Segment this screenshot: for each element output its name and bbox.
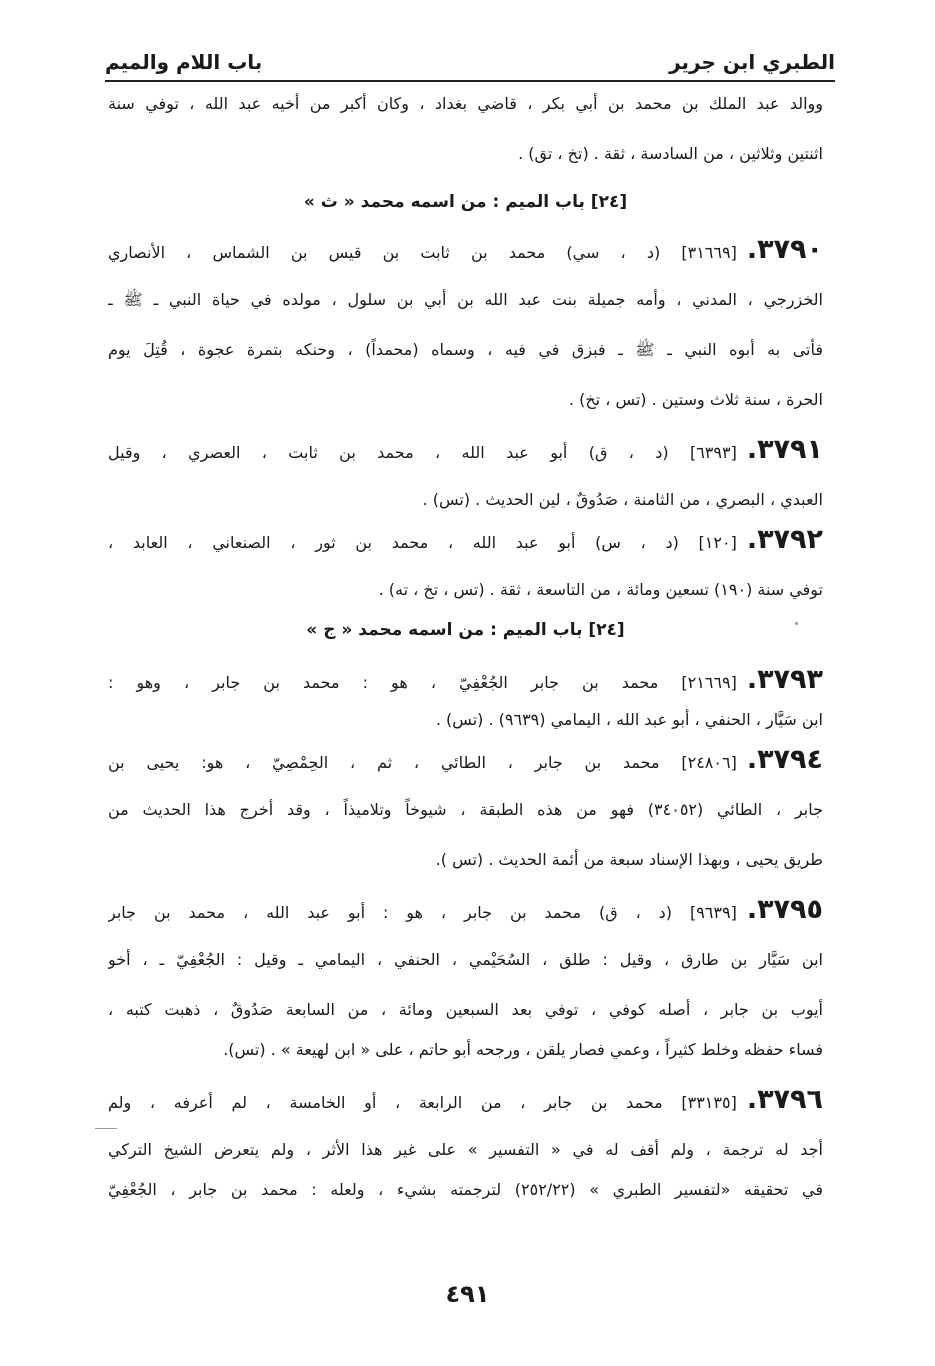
line-text: توفي سنة (١٩٠) تسعين ومائة ، من التاسعة ، ثقة . (تس ، تخ ، ته) . bbox=[378, 580, 823, 599]
line-text: [٣٣١٣٥] محمد بن جابر ، من الرابعة ، أو الخامسة ، لم أعرفه ، ولم bbox=[108, 1093, 737, 1112]
line-text: ابن سَيَّار بن طارق ، وقيل : طلق ، السُحَيْمي ، الحنفي ، اليمامي ـ وقيل : الجُعْفِيّ ـ ، أخو bbox=[108, 950, 823, 969]
entry-number: ٣٧٩٠. bbox=[746, 234, 823, 265]
line-text: العبدي ، البصري ، من الثامنة ، صَدُوقٌ ، لين الحديث . (تس) . bbox=[422, 490, 823, 509]
line-text: [٩٦٣٩] (د ، ق) محمد بن جابر ، هو : أبو عبد الله ، محمد بن جابر bbox=[108, 903, 737, 922]
entry-number: ٣٧٩٦. bbox=[746, 1084, 823, 1115]
text-line bbox=[108, 280, 823, 320]
entry-first-line bbox=[108, 430, 823, 470]
header-book-title: الطبري ابن جرير bbox=[669, 50, 835, 74]
section-heading: [٢٤] باب الميم : من اسمه محمد « ث » bbox=[303, 192, 628, 212]
line-text: أيوب بن جابر ، أصله كوفي ، توفي بعد السبعين ومائة ، من السابعة صَدُوقٌ ، ذهبت كتبه ، bbox=[108, 1000, 823, 1019]
line-text: فأتى به أبوه النبي ـ ﷺ ـ فبزق في فيه ، وسماه (محمداً) ، وحنكه بتمرة عجوة ، قُتِلَ يوم bbox=[108, 340, 823, 359]
line-text: فساء حفظه وخلط كثيراً ، وعمي فصار يلقن ، ورجحه أبو حاتم ، على « ابن لهيعة » . (تس). bbox=[223, 1040, 823, 1059]
entry-number: ٣٧٩٤. bbox=[746, 744, 823, 775]
line-text: في تحقيقه «لتفسير الطبري » (٢٥٢/٢٢) لترجمته بشيء ، ولعله : محمد بن جابر ، الجُعْفِيّ bbox=[108, 1180, 823, 1199]
text-line bbox=[108, 990, 823, 1030]
section-heading: [٢٤] باب الميم : من اسمه محمد « ج » bbox=[306, 620, 625, 640]
text-line bbox=[108, 570, 823, 610]
text-line bbox=[108, 84, 823, 124]
page-number: ٤٩١ bbox=[445, 1280, 490, 1308]
entry-first-line bbox=[108, 740, 823, 780]
entry-first-line bbox=[108, 230, 823, 270]
line-text: جابر ، الطائي (٣٤٠٥٢) فهو من هذه الطبقة ، شيوخاً وتلاميذاً ، وقد أخرج هذا الحديث من bbox=[108, 800, 823, 819]
entry-first-line bbox=[108, 660, 823, 700]
text-line bbox=[108, 1130, 823, 1170]
scan-mark bbox=[795, 622, 798, 625]
line-text: ابن سَيَّار ، الحنفي ، أبو عبد الله ، اليمامي (٩٦٣٩) . (تس) . bbox=[435, 710, 823, 729]
line-text: [١٢٠] (د ، س) أبو عبد الله ، محمد بن ثور ، الصنعاني ، العابد ، bbox=[108, 533, 737, 552]
line-text: طريق يحيى ، وبهذا الإسناد سبعة من أئمة الحديث . (تس ). bbox=[435, 850, 823, 869]
line-text: [٣١٦٦٩] (د ، سي) محمد بن ثابت بن قيس بن الشماس ، الأنصاري bbox=[108, 243, 737, 262]
entry-number: ٣٧٩٢. bbox=[746, 524, 823, 555]
line-text: الحرة ، سنة ثلاث وستين . (تس ، تخ) . bbox=[568, 390, 823, 409]
line-text: [٢١٦٦٩] محمد بن جابر الجُعْفِيّ ، هو : محمد بن جابر ، وهو : bbox=[108, 673, 737, 692]
text-line bbox=[108, 1030, 823, 1070]
line-text: ووالد عبد الملك بن محمد بن أبي بكر ، قاضي بغداد ، وكان أكبر من أخيه عبد الله ، توفي سنة bbox=[108, 94, 823, 113]
entry-number: ٣٧٩٣. bbox=[746, 664, 823, 695]
text-line bbox=[108, 330, 823, 370]
line-text: [٢٤٨٠٦] محمد بن جابر ، الطائي ، ثم ، الحِمْصِيّ ، هو: يحيى بن bbox=[108, 753, 737, 772]
text-line bbox=[108, 790, 823, 830]
header-chapter-title: باب اللام والميم bbox=[105, 50, 263, 74]
line-text: أجد له ترجمة ، ولم أقف له في « التفسير » على غير هذا الأثر ، ولم يتعرض الشيخ التركي bbox=[108, 1140, 823, 1159]
header-rule bbox=[105, 80, 835, 82]
text-line bbox=[108, 700, 823, 740]
line-text: اثنتين وثلاثين ، من السادسة ، ثقة . (تخ ، تق) . bbox=[518, 144, 823, 163]
running-header bbox=[105, 30, 835, 74]
entry-first-line bbox=[108, 520, 823, 560]
entry-number: ٣٧٩١. bbox=[746, 434, 823, 465]
text-line bbox=[108, 840, 823, 880]
line-text: [٦٣٩٣] (د ، ق) أبو عبد الله ، محمد بن ثابت ، العصري ، وقيل bbox=[108, 443, 737, 462]
text-line bbox=[108, 480, 823, 520]
line-text: الخزرجي ، المدني ، وأمه جميلة بنت عبد الله بن أبي بن سلول ، مولده في حياة النبي ـ ﷺ ـ bbox=[108, 290, 823, 309]
text-line bbox=[108, 1170, 823, 1210]
text-line bbox=[108, 940, 823, 980]
text-line bbox=[108, 380, 823, 420]
text-line bbox=[108, 134, 823, 174]
entry-number: ٣٧٩٥. bbox=[746, 894, 823, 925]
entry-first-line bbox=[108, 1080, 823, 1120]
scan-mark bbox=[95, 1128, 117, 1129]
entry-first-line bbox=[108, 890, 823, 930]
